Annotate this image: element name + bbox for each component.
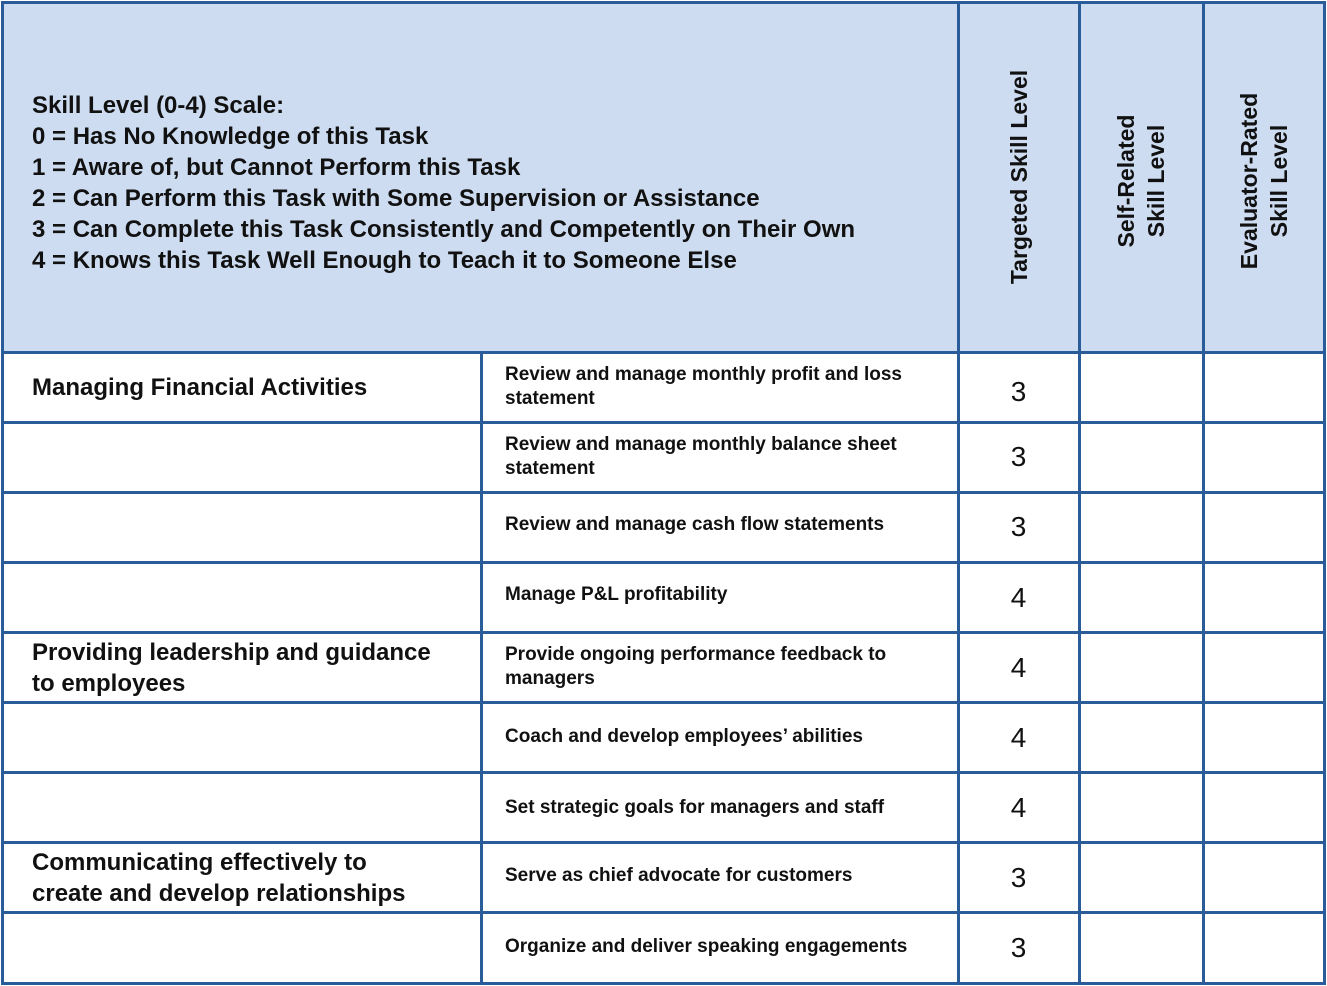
- category-cell: [1, 421, 483, 494]
- evaluator-level-cell[interactable]: [1202, 561, 1326, 634]
- evaluator-level-cell[interactable]: [1202, 841, 1326, 914]
- self-related-line1: Self-Related: [1113, 114, 1139, 248]
- self-level-cell[interactable]: [1078, 841, 1205, 914]
- evaluator-level-cell[interactable]: [1202, 911, 1326, 985]
- self-level-cell[interactable]: [1078, 561, 1205, 634]
- skill-scale-legend: [32, 90, 855, 276]
- task-label: Manage P&L profitability: [505, 584, 728, 605]
- category-label: Managing Financial Activities: [32, 374, 368, 401]
- evaluator-level-cell[interactable]: [1202, 701, 1326, 774]
- targeted-level-value: 3: [1010, 511, 1027, 542]
- task-label: Review and manage monthly balance sheet statement: [505, 434, 897, 479]
- targeted-level-value: 3: [1010, 862, 1027, 893]
- targeted-level-value: 3: [1010, 376, 1027, 407]
- task-label: Provide ongoing performance feedback to managers: [505, 644, 887, 689]
- scale-line-4: 4 = Knows this Task Well Enough to Teach it to Someone Else: [32, 247, 737, 274]
- self-level-cell[interactable]: [1078, 421, 1205, 494]
- category-cell: [1, 561, 483, 634]
- scale-line-0: 0 = Has No Knowledge of this Task: [32, 123, 429, 150]
- targeted-level-value: 3: [1010, 932, 1027, 963]
- self-level-cell[interactable]: [1078, 631, 1205, 704]
- category-label: Communicating effectively to create and develop relationships: [32, 849, 406, 907]
- evaluator-rated-line1: Evaluator-Rated: [1236, 92, 1262, 270]
- self-level-cell[interactable]: [1078, 701, 1205, 774]
- targeted-level-value: 4: [1010, 582, 1027, 613]
- evaluator-level-cell[interactable]: [1202, 421, 1326, 494]
- targeted-level-value: 4: [1010, 792, 1027, 823]
- category-label: Providing leadership and guidance to employees: [32, 639, 431, 697]
- scale-line-1: 1 = Aware of, but Cannot Perform this Task: [32, 154, 521, 181]
- evaluator-rated-label: [1234, 81, 1294, 281]
- category-cell: [1, 771, 483, 844]
- task-label: Set strategic goals for managers and staff: [505, 797, 885, 818]
- evaluator-level-cell[interactable]: [1202, 631, 1326, 704]
- targeted-level-value: 4: [1010, 722, 1027, 753]
- self-level-cell[interactable]: [1078, 351, 1205, 424]
- task-label: Serve as chief advocate for customers: [505, 865, 853, 886]
- targeted-skill-label: Targeted Skill Level: [1006, 69, 1032, 285]
- self-level-cell[interactable]: [1078, 771, 1205, 844]
- category-cell: [1, 911, 483, 985]
- scale-title: Skill Level (0-4) Scale:: [32, 92, 285, 119]
- self-level-cell[interactable]: [1078, 491, 1205, 564]
- scale-line-3: 3 = Can Complete this Task Consistently and Competently on Their Own: [32, 216, 856, 243]
- evaluator-level-cell[interactable]: [1202, 771, 1326, 844]
- category-cell: [1, 701, 483, 774]
- self-level-cell[interactable]: [1078, 911, 1205, 985]
- self-related-line2: Skill Level: [1143, 124, 1169, 238]
- evaluator-level-cell[interactable]: [1202, 491, 1326, 564]
- task-label: Review and manage cash flow statements: [505, 514, 885, 535]
- self-related-label: [1111, 81, 1171, 281]
- category-cell: [1, 491, 483, 564]
- evaluator-level-cell[interactable]: [1202, 351, 1326, 424]
- evaluator-rated-line2: Skill Level: [1266, 124, 1292, 238]
- task-label: Organize and deliver speaking engagements: [505, 936, 908, 957]
- task-label: Review and manage monthly profit and loss statement: [505, 364, 902, 409]
- targeted-level-value: 4: [1010, 652, 1027, 683]
- targeted-level-value: 3: [1010, 441, 1027, 472]
- scale-line-2: 2 = Can Perform this Task with Some Supervision or Assistance: [32, 185, 760, 212]
- task-label: Coach and develop employees’ abilities: [505, 726, 863, 747]
